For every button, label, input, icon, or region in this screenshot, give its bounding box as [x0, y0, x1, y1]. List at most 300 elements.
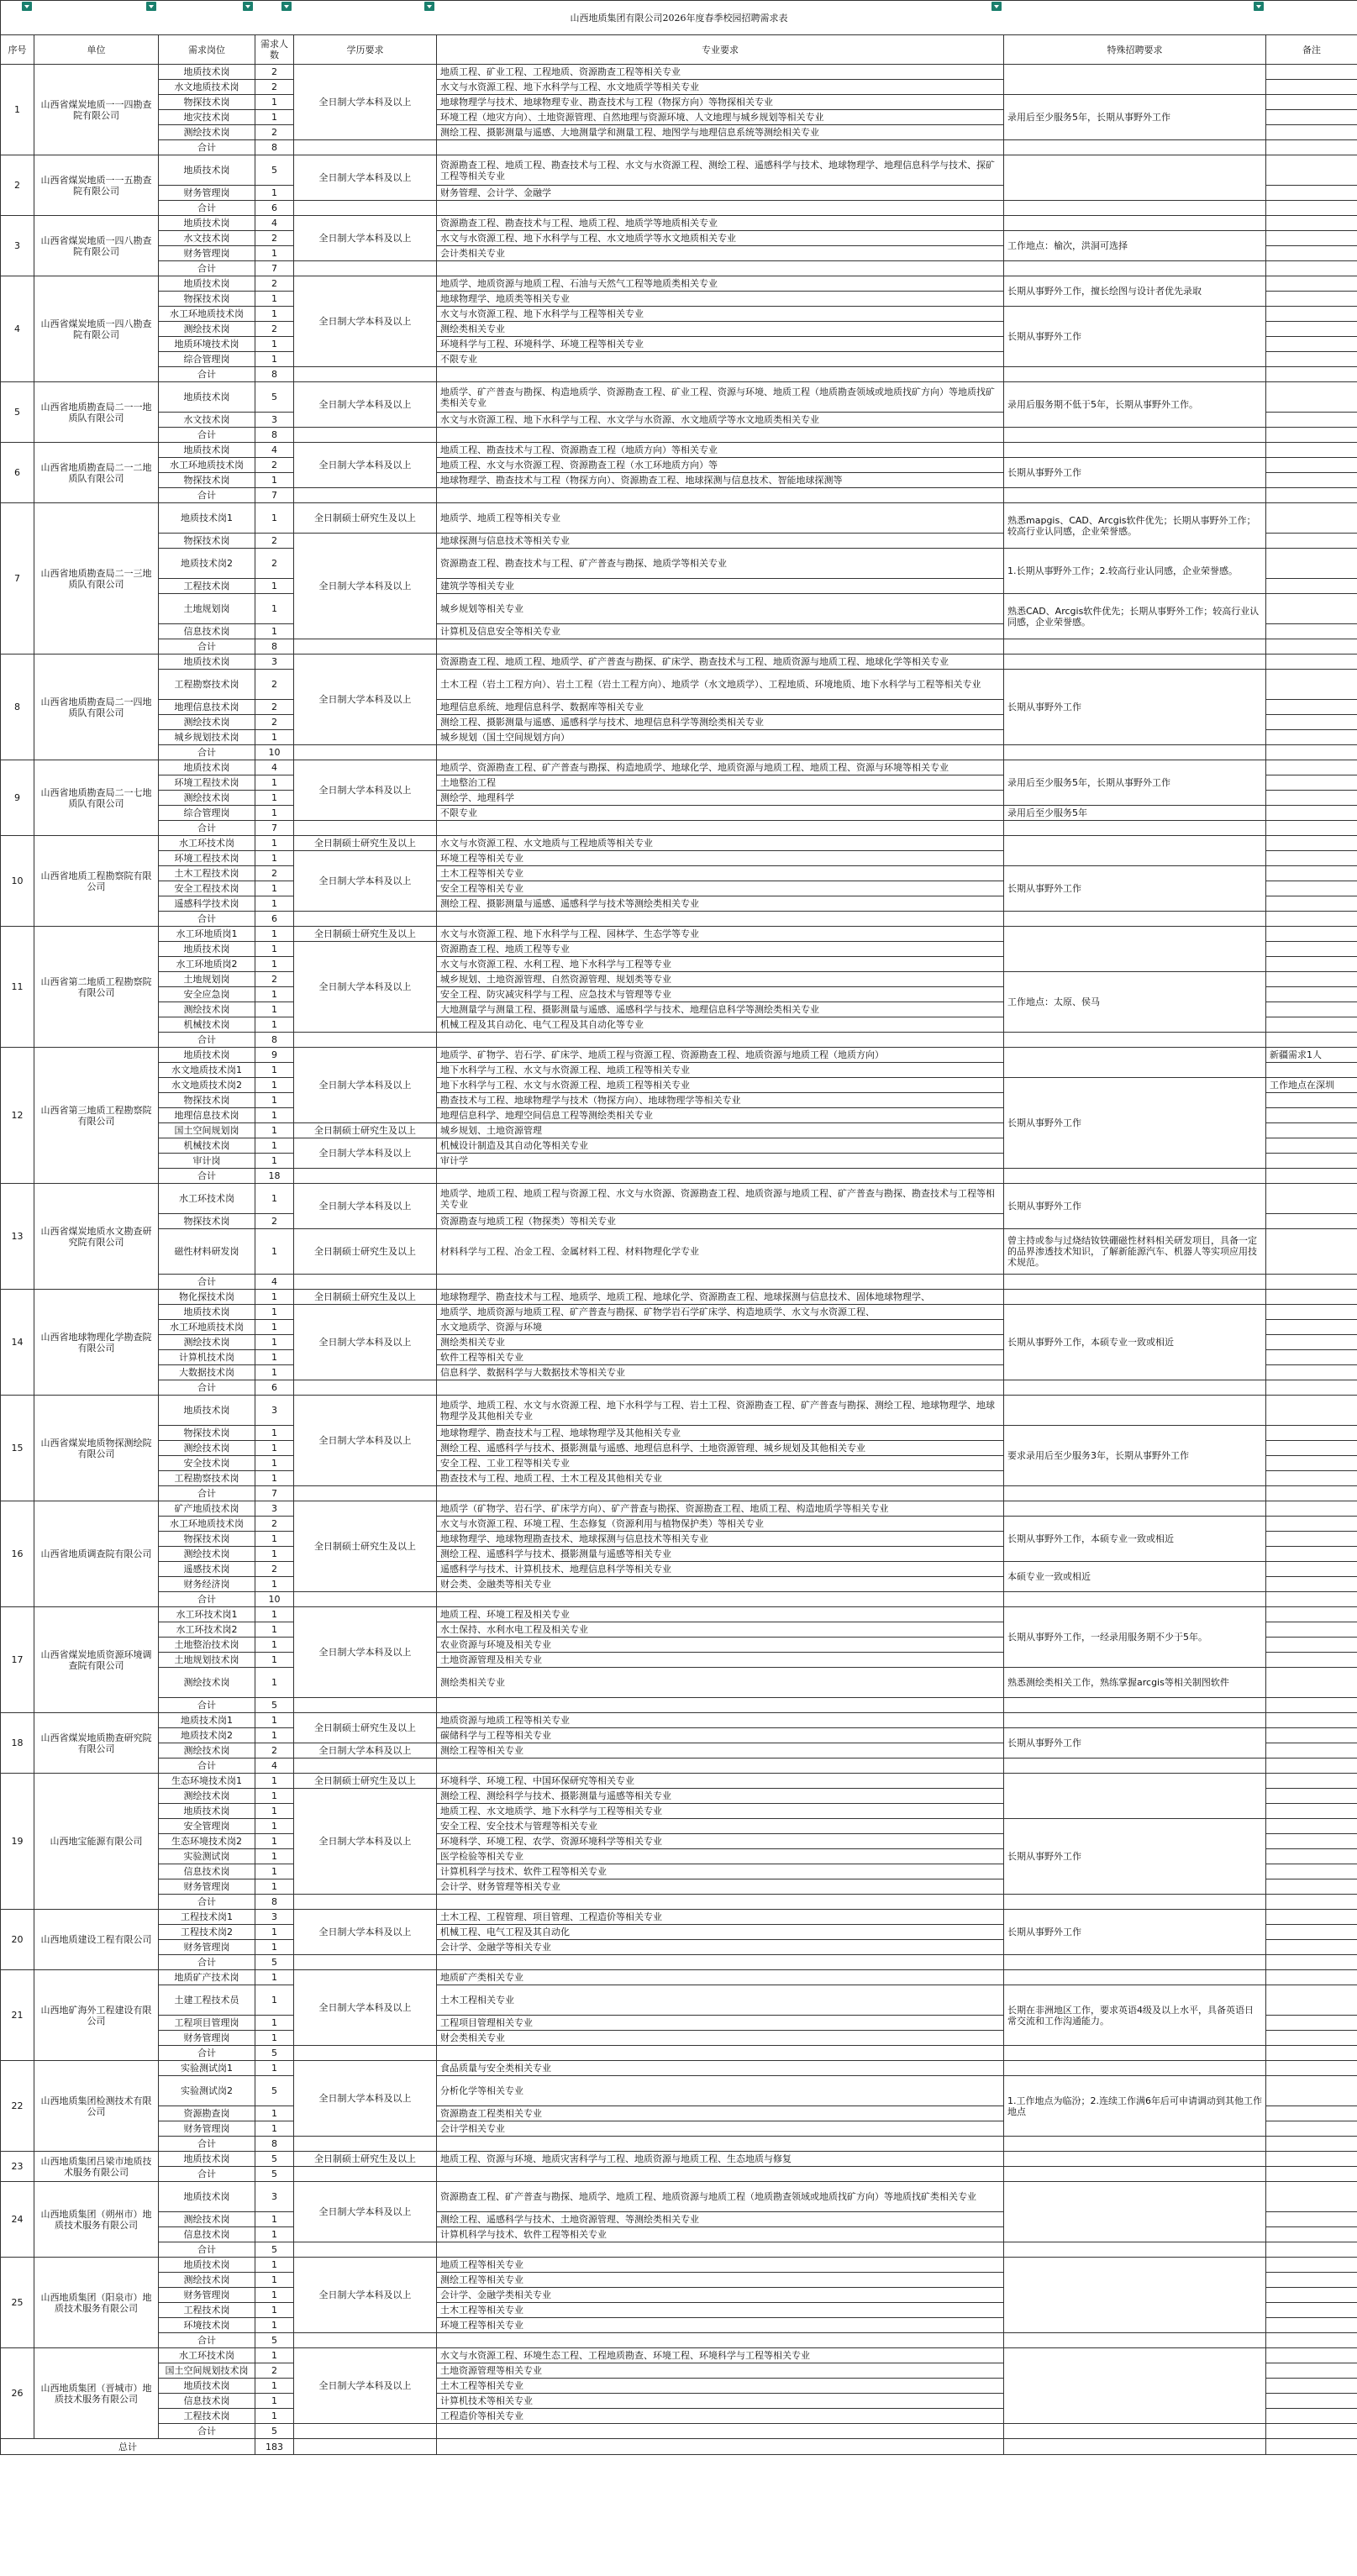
empty-cell[interactable]	[437, 2167, 1004, 2182]
note-cell[interactable]	[1266, 760, 1357, 775]
post-cell[interactable]: 信息技术岗	[159, 2394, 255, 2409]
note-cell[interactable]	[1266, 1940, 1357, 1955]
unit-cell[interactable]: 山西地质建设工程有限公司	[34, 1910, 159, 1970]
note-cell[interactable]	[1266, 382, 1357, 413]
major-cell[interactable]: 材料科学与工程、冶金工程、金属材料工程、材料物理化学专业	[437, 1229, 1004, 1275]
note-cell[interactable]	[1266, 1396, 1357, 1426]
education-cell[interactable]: 全日制大学本科及以上	[294, 1743, 437, 1759]
unit-cell[interactable]: 山西省煤炭地质一一四勘查院有限公司	[34, 65, 159, 155]
post-cell[interactable]: 地质矿产技术岗	[159, 1970, 255, 1985]
count-cell[interactable]: 2	[255, 125, 294, 140]
count-cell[interactable]: 9	[255, 1048, 294, 1063]
major-cell[interactable]: 软件工程等相关专业	[437, 1350, 1004, 1365]
empty-cell[interactable]	[1266, 201, 1357, 216]
count-cell[interactable]: 1	[255, 987, 294, 1002]
special-cell[interactable]	[1004, 1970, 1266, 1985]
post-cell[interactable]: 测绘技术岗	[159, 791, 255, 806]
note-cell[interactable]	[1266, 1017, 1357, 1033]
major-cell[interactable]: 水文与水资源工程、地下水科学与工程、水文地质学等水文地质相关专业	[437, 231, 1004, 246]
major-cell[interactable]: 环境科学、环境工程、农学、资源环境科学等相关专业	[437, 1834, 1004, 1849]
seq-cell[interactable]: 9	[1, 760, 34, 836]
special-cell[interactable]: 工作地点：太原、侯马	[1004, 972, 1266, 1033]
count-cell[interactable]: 3	[255, 1501, 294, 1517]
major-cell[interactable]: 安全工程、安全技术与管理等相关专业	[437, 1819, 1004, 1834]
education-cell[interactable]: 全日制大学本科及以上	[294, 382, 437, 428]
header-special[interactable]: 特殊招聘要求	[1004, 35, 1266, 65]
empty-cell[interactable]	[1004, 2424, 1266, 2439]
empty-cell[interactable]	[1266, 2333, 1357, 2348]
empty-cell[interactable]	[437, 140, 1004, 155]
count-cell[interactable]: 1	[255, 1819, 294, 1834]
note-cell[interactable]	[1266, 1335, 1357, 1350]
count-cell[interactable]: 1	[255, 1577, 294, 1592]
note-cell[interactable]	[1266, 1607, 1357, 1622]
count-cell[interactable]: 1	[255, 1305, 294, 1320]
seq-cell[interactable]: 11	[1, 927, 34, 1048]
note-cell[interactable]	[1266, 125, 1357, 140]
count-cell[interactable]: 2	[255, 549, 294, 579]
major-cell[interactable]: 城乡规划、土地资源管理、自然资源管理、规划类等专业	[437, 972, 1004, 987]
seq-cell[interactable]: 26	[1, 2348, 34, 2439]
unit-cell[interactable]: 山西省地质勘查局二一七地质队有限公司	[34, 760, 159, 836]
count-cell[interactable]: 1	[255, 1002, 294, 1017]
major-cell[interactable]: 会计学、金融学等相关专业	[437, 1940, 1004, 1955]
empty-cell[interactable]	[294, 1895, 437, 1910]
major-cell[interactable]: 土地资源管理等相关专业	[437, 2363, 1004, 2379]
subtotal-label[interactable]: 合计	[159, 1169, 255, 1184]
major-cell[interactable]: 地下水科学与工程、水文与水资源工程、地质工程等相关专业	[437, 1063, 1004, 1078]
post-cell[interactable]: 城乡规划技术岗	[159, 730, 255, 745]
empty-cell[interactable]	[437, 745, 1004, 760]
post-cell[interactable]: 地质技术岗	[159, 1396, 255, 1426]
empty-cell[interactable]	[294, 1380, 437, 1396]
subtotal-label[interactable]: 合计	[159, 2242, 255, 2258]
note-cell[interactable]	[1266, 322, 1357, 337]
subtotal-count[interactable]: 5	[255, 2242, 294, 2258]
count-cell[interactable]: 1	[255, 1774, 294, 1789]
education-cell[interactable]: 全日制大学本科及以上	[294, 65, 437, 140]
subtotal-label[interactable]: 合计	[159, 745, 255, 760]
education-cell[interactable]: 全日制大学本科及以上	[294, 534, 437, 639]
empty-cell[interactable]	[1004, 261, 1266, 276]
subtotal-count[interactable]: 8	[255, 428, 294, 443]
special-cell[interactable]	[1004, 216, 1266, 231]
post-cell[interactable]: 物探技术岗	[159, 534, 255, 549]
major-cell[interactable]: 工程项目管理相关专业	[437, 2016, 1004, 2031]
major-cell[interactable]: 地质矿产类相关专业	[437, 1970, 1004, 1985]
count-cell[interactable]: 2	[255, 458, 294, 473]
header-seq[interactable]: 序号	[1, 35, 34, 65]
subtotal-label[interactable]: 合计	[159, 821, 255, 836]
major-cell[interactable]: 会计学相关专业	[437, 2121, 1004, 2137]
unit-cell[interactable]: 山西地质集团（晋城市）地质技术服务有限公司	[34, 2348, 159, 2439]
note-cell[interactable]	[1266, 927, 1357, 942]
note-cell[interactable]	[1266, 624, 1357, 639]
post-cell[interactable]: 水工环地质技术岗	[159, 1320, 255, 1335]
seq-cell[interactable]: 18	[1, 1713, 34, 1774]
special-cell[interactable]: 长期从事野外工作	[1004, 866, 1266, 912]
subtotal-label[interactable]: 合计	[159, 488, 255, 503]
count-cell[interactable]: 1	[255, 806, 294, 821]
major-cell[interactable]: 财会类、金融类等相关专业	[437, 1577, 1004, 1592]
empty-cell[interactable]	[1266, 2439, 1357, 2455]
post-cell[interactable]: 地质技术岗	[159, 2379, 255, 2394]
empty-cell[interactable]	[294, 2167, 437, 2182]
post-cell[interactable]: 测绘技术岗	[159, 1743, 255, 1759]
note-cell[interactable]	[1266, 806, 1357, 821]
empty-cell[interactable]	[294, 1592, 437, 1607]
special-cell[interactable]	[1004, 155, 1266, 201]
major-cell[interactable]: 测绘类相关专业	[437, 1335, 1004, 1350]
special-cell[interactable]: 熟悉CAD、Arcgis软件优先；长期从事野外工作；较高行业认同感，企业荣誉感。	[1004, 594, 1266, 639]
post-cell[interactable]: 水工环地质技术岗	[159, 458, 255, 473]
post-cell[interactable]: 机械技术岗	[159, 1138, 255, 1154]
subtotal-count[interactable]: 8	[255, 1033, 294, 1048]
major-cell[interactable]: 计算机及信息安全等相关专业	[437, 624, 1004, 639]
subtotal-label[interactable]: 合计	[159, 1759, 255, 1774]
post-cell[interactable]: 地质技术岗	[159, 1048, 255, 1063]
special-cell[interactable]: 长期从事野外工作	[1004, 307, 1266, 367]
major-cell[interactable]: 地质工程、水文地质学、地下水科学与工程等相关专业	[437, 1804, 1004, 1819]
note-cell[interactable]	[1266, 307, 1357, 322]
empty-cell[interactable]	[437, 2046, 1004, 2061]
count-cell[interactable]: 1	[255, 1834, 294, 1849]
empty-cell[interactable]	[294, 2333, 437, 2348]
empty-cell[interactable]	[437, 201, 1004, 216]
header-unit[interactable]: 单位	[34, 35, 159, 65]
empty-cell[interactable]	[437, 1169, 1004, 1184]
subtotal-label[interactable]: 合计	[159, 2424, 255, 2439]
filter-dropdown-icon[interactable]	[991, 2, 1002, 11]
empty-cell[interactable]	[294, 2439, 437, 2455]
empty-cell[interactable]	[437, 2439, 1004, 2455]
subtotal-label[interactable]: 合计	[159, 2167, 255, 2182]
note-cell[interactable]	[1266, 1743, 1357, 1759]
special-cell[interactable]: 熟悉mapgis、CAD、Arcgis软件优先；长期从事野外工作；较高行业认同感，企业荣誉感。	[1004, 503, 1266, 549]
note-cell[interactable]	[1266, 1229, 1357, 1275]
post-cell[interactable]: 水文地质技术岗1	[159, 1063, 255, 1078]
note-cell[interactable]	[1266, 1441, 1357, 1456]
note-cell[interactable]	[1266, 1668, 1357, 1698]
seq-cell[interactable]: 21	[1, 1970, 34, 2061]
post-cell[interactable]: 水文地质技术岗2	[159, 1078, 255, 1093]
unit-cell[interactable]: 山西省煤炭地质一一五勘查院有限公司	[34, 155, 159, 216]
empty-cell[interactable]	[1266, 1486, 1357, 1501]
empty-cell[interactable]	[1266, 1275, 1357, 1290]
subtotal-count[interactable]: 5	[255, 2424, 294, 2439]
special-cell[interactable]: 录用后至少服务5年，长期从事野外工作	[1004, 760, 1266, 806]
major-cell[interactable]: 机械工程及其自动化、电气工程及其自动化等专业	[437, 1017, 1004, 1033]
count-cell[interactable]: 1	[255, 1804, 294, 1819]
count-cell[interactable]: 1	[255, 1123, 294, 1138]
note-cell[interactable]	[1266, 1426, 1357, 1441]
note-cell[interactable]	[1266, 1653, 1357, 1668]
count-cell[interactable]: 1	[255, 2348, 294, 2363]
note-cell[interactable]	[1266, 655, 1357, 670]
subtotal-label[interactable]: 合计	[159, 140, 255, 155]
post-cell[interactable]: 环境工程技术岗	[159, 775, 255, 791]
post-cell[interactable]: 水工环技术岗1	[159, 1607, 255, 1622]
subtotal-count[interactable]: 8	[255, 1895, 294, 1910]
count-cell[interactable]: 2	[255, 700, 294, 715]
post-cell[interactable]: 大数据技术岗	[159, 1365, 255, 1380]
major-cell[interactable]: 资源勘查工程、勘查技术与工程、矿产普查与勘探、地质学等相关专业	[437, 549, 1004, 579]
count-cell[interactable]: 2	[255, 670, 294, 700]
special-cell[interactable]	[1004, 1396, 1266, 1426]
count-cell[interactable]: 1	[255, 1093, 294, 1108]
count-cell[interactable]: 1	[255, 1940, 294, 1955]
note-cell[interactable]	[1266, 1471, 1357, 1486]
count-cell[interactable]: 1	[255, 1078, 294, 1093]
note-cell[interactable]	[1266, 896, 1357, 912]
count-cell[interactable]: 1	[255, 2031, 294, 2046]
post-cell[interactable]: 物探技术岗	[159, 292, 255, 307]
post-cell[interactable]: 测绘技术岗	[159, 2212, 255, 2227]
major-cell[interactable]: 土地资源管理及相关专业	[437, 1653, 1004, 1668]
major-cell[interactable]: 测绘工程、遥感科学与技术、摄影测量与遥感、地理信息科学、土地资源管理、城乡规划及其他相关专业	[437, 1441, 1004, 1456]
count-cell[interactable]: 2	[255, 866, 294, 881]
empty-cell[interactable]	[294, 2137, 437, 2152]
post-cell[interactable]: 审计岗	[159, 1154, 255, 1169]
post-cell[interactable]: 土地规划岗	[159, 972, 255, 987]
count-cell[interactable]: 1	[255, 1622, 294, 1638]
count-cell[interactable]: 5	[255, 2152, 294, 2167]
empty-cell[interactable]	[437, 367, 1004, 382]
special-cell[interactable]	[1004, 1290, 1266, 1305]
empty-cell[interactable]	[294, 1955, 437, 1970]
count-cell[interactable]: 2	[255, 231, 294, 246]
count-cell[interactable]: 1	[255, 1441, 294, 1456]
seq-cell[interactable]: 15	[1, 1396, 34, 1501]
note-cell[interactable]	[1266, 1320, 1357, 1335]
education-cell[interactable]: 全日制大学本科及以上	[294, 1789, 437, 1895]
seq-cell[interactable]: 23	[1, 2152, 34, 2182]
post-cell[interactable]: 水文技术岗	[159, 413, 255, 428]
empty-cell[interactable]	[1266, 2242, 1357, 2258]
subtotal-label[interactable]: 合计	[159, 1275, 255, 1290]
seq-cell[interactable]: 19	[1, 1774, 34, 1910]
subtotal-count[interactable]: 6	[255, 201, 294, 216]
subtotal-count[interactable]: 6	[255, 912, 294, 927]
special-cell[interactable]: 长期从事野外工作	[1004, 670, 1266, 745]
count-cell[interactable]: 1	[255, 2394, 294, 2409]
filter-dropdown-icon[interactable]	[1254, 2, 1264, 11]
empty-cell[interactable]	[437, 639, 1004, 655]
grand-total-label[interactable]: 总计	[1, 2439, 255, 2455]
major-cell[interactable]: 地球物理学、勘查技术与工程、地质学、地质工程、地球化学、资源勘查工程、地球探测与信息技术、固体地球物理学、	[437, 1290, 1004, 1305]
education-cell[interactable]: 全日制硕士研究生及以上	[294, 1774, 437, 1789]
major-cell[interactable]: 土地整治工程	[437, 775, 1004, 791]
major-cell[interactable]: 资源勘查与地质工程（物探类）等相关专业	[437, 1214, 1004, 1229]
count-cell[interactable]: 1	[255, 851, 294, 866]
empty-cell[interactable]	[437, 1275, 1004, 1290]
note-cell[interactable]	[1266, 276, 1357, 292]
special-cell[interactable]: 长期从事野外工作	[1004, 1078, 1266, 1169]
post-cell[interactable]: 测绘技术岗	[159, 1668, 255, 1698]
empty-cell[interactable]	[294, 140, 437, 155]
post-cell[interactable]: 安全技术岗	[159, 1456, 255, 1471]
major-cell[interactable]: 地质学、资源勘查工程、矿产普查与勘探、构造地质学、地球化学、地质资源与地质工程、地质工程、资源与环境等相关专业	[437, 760, 1004, 775]
count-cell[interactable]: 1	[255, 2288, 294, 2303]
empty-cell[interactable]	[437, 488, 1004, 503]
note-cell[interactable]	[1266, 2121, 1357, 2137]
filter-dropdown-icon[interactable]	[22, 2, 32, 11]
note-cell[interactable]	[1266, 1365, 1357, 1380]
post-cell[interactable]: 地质技术岗	[159, 155, 255, 186]
major-cell[interactable]: 地质学、地质资源与地质工程、石油与天然气工程等地质类相关专业	[437, 276, 1004, 292]
subtotal-label[interactable]: 合计	[159, 2046, 255, 2061]
note-cell[interactable]	[1266, 2303, 1357, 2318]
subtotal-label[interactable]: 合计	[159, 912, 255, 927]
note-cell[interactable]	[1266, 1774, 1357, 1789]
major-cell[interactable]: 勘查技术与工程、地质工程、土木工程及其他相关专业	[437, 1471, 1004, 1486]
major-cell[interactable]: 地质学（矿物学、岩石学、矿床学方向）、矿产普查与勘探、资源勘查工程、地质工程、构造地质学等相关专业	[437, 1501, 1004, 1517]
major-cell[interactable]: 测绘工程、摄影测量与遥感、遥感科学与技术、地理信息科学等测绘类相关专业	[437, 715, 1004, 730]
note-cell[interactable]	[1266, 1093, 1357, 1108]
major-cell[interactable]: 资源勘查工程、地质工程、地质学、矿产普查与勘探、矿床学、勘查技术与工程、地质资源与地质工程、地球化学等相关专业	[437, 655, 1004, 670]
post-cell[interactable]: 环境工程技术岗	[159, 851, 255, 866]
subtotal-count[interactable]: 10	[255, 745, 294, 760]
count-cell[interactable]: 2	[255, 972, 294, 987]
education-cell[interactable]: 全日制大学本科及以上	[294, 276, 437, 367]
major-cell[interactable]: 资源勘查工程类相关专业	[437, 2106, 1004, 2121]
seq-cell[interactable]: 14	[1, 1290, 34, 1396]
subtotal-label[interactable]: 合计	[159, 2333, 255, 2348]
post-cell[interactable]: 工程技术岗	[159, 579, 255, 594]
post-cell[interactable]: 水文地质技术岗	[159, 80, 255, 95]
note-cell[interactable]	[1266, 791, 1357, 806]
empty-cell[interactable]	[437, 1759, 1004, 1774]
unit-cell[interactable]: 山西省第二地质工程勘察院有限公司	[34, 927, 159, 1048]
note-cell[interactable]	[1266, 2106, 1357, 2121]
seq-cell[interactable]: 1	[1, 65, 34, 155]
count-cell[interactable]: 1	[255, 1970, 294, 1985]
seq-cell[interactable]: 6	[1, 443, 34, 503]
post-cell[interactable]: 安全工程技术岗	[159, 881, 255, 896]
special-cell[interactable]	[1004, 2258, 1266, 2333]
post-cell[interactable]: 财务管理岗	[159, 2121, 255, 2137]
major-cell[interactable]: 地球物理学、地质类等相关专业	[437, 292, 1004, 307]
note-cell[interactable]	[1266, 1108, 1357, 1123]
count-cell[interactable]: 5	[255, 155, 294, 186]
major-cell[interactable]: 机械设计制造及其自动化等相关专业	[437, 1138, 1004, 1154]
major-cell[interactable]: 遥感科学与技术、计算机技术、地理信息科学等相关专业	[437, 1562, 1004, 1577]
post-cell[interactable]: 地质技术岗2	[159, 549, 255, 579]
subtotal-count[interactable]: 10	[255, 1592, 294, 1607]
major-cell[interactable]: 城乡规划（国土空间规划方向）	[437, 730, 1004, 745]
empty-cell[interactable]	[1266, 1698, 1357, 1713]
post-cell[interactable]: 物探技术岗	[159, 1532, 255, 1547]
unit-cell[interactable]: 山西省煤炭地质水文勘查研究院有限公司	[34, 1184, 159, 1290]
education-cell[interactable]: 全日制硕士研究生及以上	[294, 1229, 437, 1275]
post-cell[interactable]: 地质技术岗	[159, 443, 255, 458]
post-cell[interactable]: 水工环地质岗2	[159, 957, 255, 972]
post-cell[interactable]: 财务管理岗	[159, 2288, 255, 2303]
note-cell[interactable]	[1266, 1501, 1357, 1517]
major-cell[interactable]: 水文与水资源工程、地下水科学与工程、园林学、生态学等专业	[437, 927, 1004, 942]
post-cell[interactable]: 测绘技术岗	[159, 1441, 255, 1456]
special-cell[interactable]	[1004, 1501, 1266, 1517]
post-cell[interactable]: 地质技术岗	[159, 942, 255, 957]
post-cell[interactable]: 机械技术岗	[159, 1017, 255, 1033]
note-cell[interactable]	[1266, 1879, 1357, 1895]
count-cell[interactable]: 1	[255, 2379, 294, 2394]
seq-cell[interactable]: 13	[1, 1184, 34, 1290]
major-cell[interactable]: 测绘工程等相关专业	[437, 1743, 1004, 1759]
unit-cell[interactable]: 山西省地质勘查局二一三地质队有限公司	[34, 503, 159, 655]
special-cell[interactable]: 1.工作地点为临汾；2.连续工作满6年后可申请调动到其他工作地点	[1004, 2076, 1266, 2137]
empty-cell[interactable]	[1004, 2167, 1266, 2182]
major-cell[interactable]: 地理信息系统、地理信息科学、数据库等相关专业	[437, 700, 1004, 715]
seq-cell[interactable]: 10	[1, 836, 34, 927]
special-cell[interactable]: 长期从事野外工作，本硕专业一致或相近	[1004, 1305, 1266, 1380]
subtotal-label[interactable]: 合计	[159, 1380, 255, 1396]
count-cell[interactable]: 1	[255, 1184, 294, 1214]
count-cell[interactable]: 1	[255, 730, 294, 745]
major-cell[interactable]: 测绘工程、遥感科学与技术、摄影测量与遥感等相关专业	[437, 1547, 1004, 1562]
special-cell[interactable]	[1004, 836, 1266, 866]
major-cell[interactable]: 会计学、金融学类相关专业	[437, 2288, 1004, 2303]
post-cell[interactable]: 地质技术岗2	[159, 1728, 255, 1743]
count-cell[interactable]: 5	[255, 382, 294, 413]
note-cell[interactable]	[1266, 715, 1357, 730]
empty-cell[interactable]	[1266, 1033, 1357, 1048]
empty-cell[interactable]	[1266, 140, 1357, 155]
post-cell[interactable]: 信息技术岗	[159, 2227, 255, 2242]
count-cell[interactable]: 1	[255, 1653, 294, 1668]
post-cell[interactable]: 水工环地质技术岗	[159, 307, 255, 322]
seq-cell[interactable]: 3	[1, 216, 34, 276]
note-cell[interactable]	[1266, 534, 1357, 549]
post-cell[interactable]: 测绘技术岗	[159, 1335, 255, 1350]
major-cell[interactable]: 地球探测与信息技术等相关专业	[437, 534, 1004, 549]
major-cell[interactable]: 建筑学等相关专业	[437, 579, 1004, 594]
major-cell[interactable]: 地质学、矿物学、岩石学、矿床学、地质工程与资源工程、资源勘查工程、地质资源与地质工程（地质方向）	[437, 1048, 1004, 1063]
special-cell[interactable]	[1004, 927, 1266, 972]
major-cell[interactable]: 地质工程、资源与环境、地质灾害科学与工程、地质资源与地质工程、生态地质与修复	[437, 2152, 1004, 2167]
empty-cell[interactable]	[1266, 1955, 1357, 1970]
subtotal-count[interactable]: 5	[255, 1955, 294, 1970]
note-cell[interactable]	[1266, 1154, 1357, 1169]
filter-dropdown-icon[interactable]	[424, 2, 434, 11]
empty-cell[interactable]	[437, 2137, 1004, 2152]
special-cell[interactable]	[1004, 655, 1266, 670]
special-cell[interactable]	[1004, 1048, 1266, 1078]
subtotal-label[interactable]: 合计	[159, 1698, 255, 1713]
count-cell[interactable]: 2	[255, 322, 294, 337]
subtotal-count[interactable]: 7	[255, 261, 294, 276]
major-cell[interactable]: 水文地质学、资源与环境	[437, 1320, 1004, 1335]
count-cell[interactable]: 2	[255, 2363, 294, 2379]
empty-cell[interactable]	[1004, 745, 1266, 760]
post-cell[interactable]: 安全应急岗	[159, 987, 255, 1002]
subtotal-count[interactable]: 6	[255, 1380, 294, 1396]
subtotal-count[interactable]: 4	[255, 1759, 294, 1774]
subtotal-count[interactable]: 8	[255, 2137, 294, 2152]
major-cell[interactable]: 碳储科学与工程等相关专业	[437, 1728, 1004, 1743]
education-cell[interactable]: 全日制大学本科及以上	[294, 443, 437, 488]
count-cell[interactable]: 1	[255, 95, 294, 110]
seq-cell[interactable]: 7	[1, 503, 34, 655]
major-cell[interactable]: 土木工程等相关专业	[437, 866, 1004, 881]
empty-cell[interactable]	[294, 912, 437, 927]
special-cell[interactable]: 曾主持或参与过烧结钕铁硼磁性材料相关研发项目，具备一定的品界渗透技术知识，了解新能源汽车、机器人等实项应用技术规范。	[1004, 1229, 1266, 1275]
note-cell[interactable]: 工作地点在深圳	[1266, 1078, 1357, 1093]
major-cell[interactable]: 测绘工程、摄影测量与遥感、遥感科学与技术等测绘类相关专业	[437, 896, 1004, 912]
subtotal-label[interactable]: 合计	[159, 428, 255, 443]
note-cell[interactable]	[1266, 866, 1357, 881]
note-cell[interactable]	[1266, 1849, 1357, 1864]
